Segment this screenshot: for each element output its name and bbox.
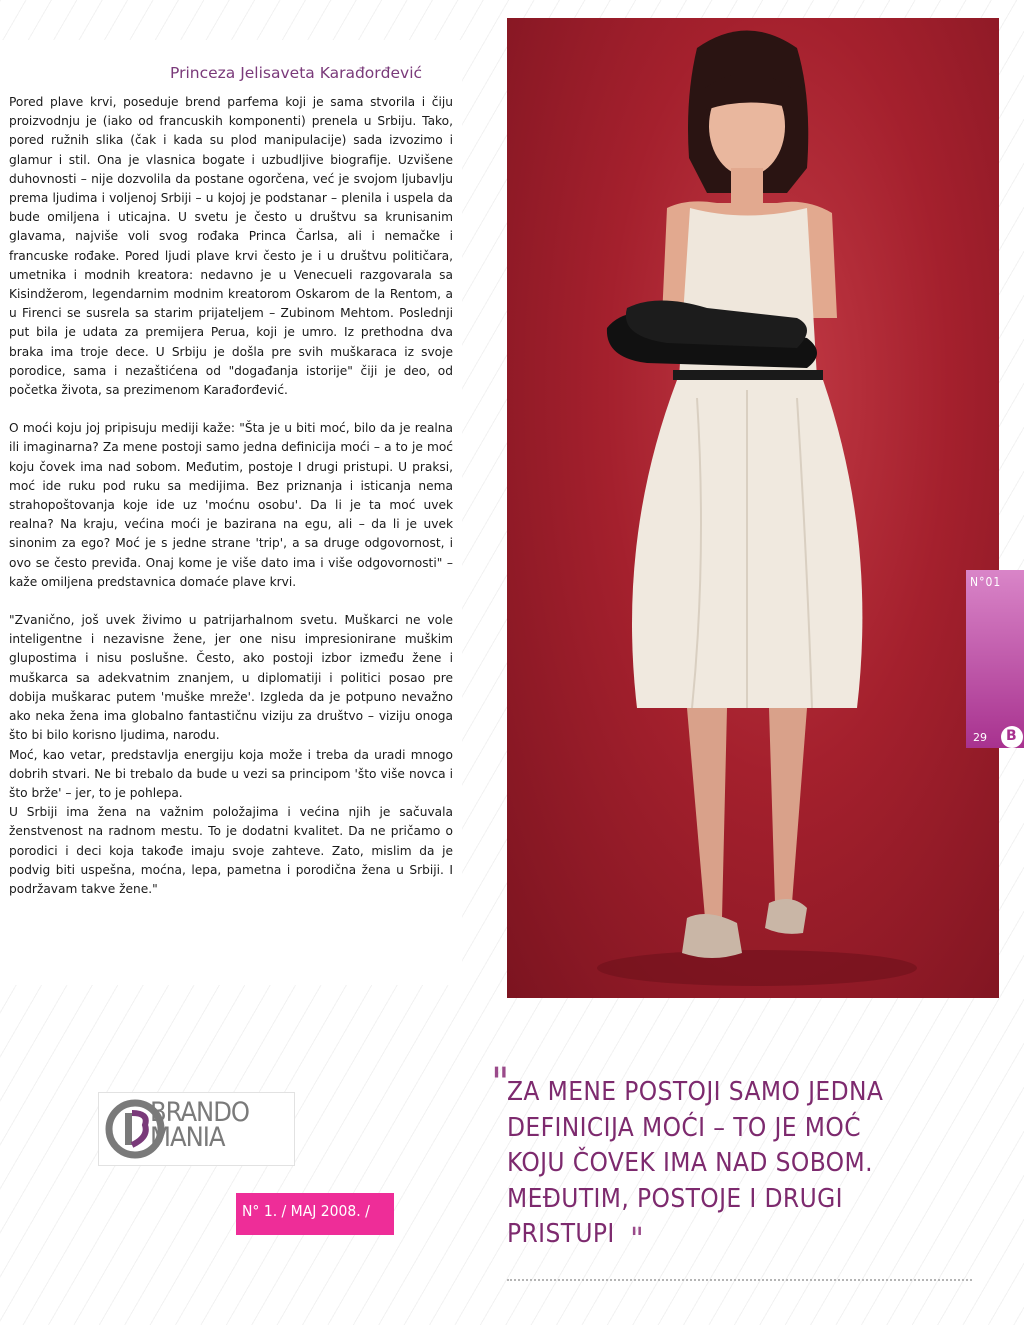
pull-quote-line: PRISTUPI [507,1219,615,1249]
portrait-photo [507,18,1002,998]
portrait-illustration [507,18,1002,998]
logo-line-2: MANIA [150,1122,225,1153]
pull-quote-line: MEĐUTIM, POSTOJE I DRUGI [507,1183,843,1214]
pull-quote-line: DEFINICIJA MOĆI – TO JE MOĆ [507,1112,861,1143]
neck [731,168,763,208]
page-number: 29 [973,731,987,744]
brandomania-logo-text [150,1097,290,1153]
issue-badge-text: N° 1. / MAJ 2008. / [242,1202,370,1220]
tab-issue-number: N°01 [970,575,1002,589]
floor-shadow [597,950,917,986]
pull-quote-line: KOJU ČOVEK IMA NAD SOBOM. [507,1148,873,1178]
pull-quote-close-mark: " [630,1222,644,1257]
brand-logo-letter: B [1006,728,1017,744]
article-paragraph: Moć, kao vetar, predstavlja energiju koja može i treba da uradi mnogo dobrih stvari. Ne bi trebalo da bude u vezi sa principom 'što više novca i što brže' – jer, to je pohlepa. [9,747,453,800]
article-column [0,40,462,985]
article-paragraph: O moći koju joj pripisuju mediji kaže: "Šta je u biti moć, bilo da je realna ili imaginarna? Za mene postoji samo jedna definicija moći – a to je moć koju čovek ima nad sobom. Međutim, postoje I drugi pristupi. U praksi, moć ide ruku pod ruku sa medijima. Bez priznanja i isticanja nema strahopoštovanja koje ide uz 'moćnu osobu'. Da li je ta moć uvek realna? Na kraju, većina moći je bazirana na egu, ali – da li je uvek sinonim za ego? Moć je s jedne strane 'trip', a sa druge odgovornost, i ovo se često previđa. Onaj kome je više dato ima i više odgovornosti" – kaže omiljena predstavnica domaće plave krvi. [9,421,453,589]
pull-quote-open-mark: " [491,1060,510,1106]
article-paragraph: Pored plave krvi, poseduje brend parfema koji je sama stvorila i čiju proizvodnju je (iako od francuskih komponenti) prenela u Srbiju. Tako, pored ružnih slika (čak i kada su plod manipulacije) sada izvozimo i glamur i stil. Ona je vlasnica bogate i uzbudljive biografije. Uzvišene duhovnosti – nije dozvolila da postane ogorčena, već je svojom ljubavlju prema ljudima i voljenoj Srbiji – u kojoj je podstanar – plenila i uspela da bude omiljena i uticajna. U svetu je često u društvu sa krunisanim glavama, najviše voli svog rođaka Princa Čarlsa, ali i nemačke i francuske rođake. Pored ljudi plave krvi često je i u društvu političara, umetnika i modnih kreatora: nedavno je u Venecueli razgovarala sa Kisindžerom, legendarnim modnim kreatorom Oskarom de la Rentom, a u Firenci se susrela sa starim prijateljem – Zubinom Mehtom. Poslednji put bila je udata za premijera Perua, koji je umro. Iz prethodna dva braka ima troje dece. U Srbiju je došla pre svih muškaraca iz svoje porodice, sama i nezaštićena od "događanja istorije" čiji je deo, od početka života, sa prezimenom Karađorđević. [9,95,453,398]
shoe-left [682,914,742,958]
logo-line-1: BRANDO [150,1097,250,1128]
shoe-right [765,899,807,934]
belt [673,370,823,380]
article-body [9,93,453,899]
dotted-divider [507,1279,972,1281]
article-title: Princeza Jelisaveta Karađorđević [170,64,423,82]
article-paragraph: U Srbiji ima žena na važnim položajima i većina njih je sačuvala ženstvenost na radnom mestu. To je dodatni kvalitet. Da ne pričamo o porodici i deci koja takođe imaju svoje zahteve. Zato, mislim da je podvig biti uspešna, moćna, lepa, pametna i porodična žena u Srbiji. I podržavam takve žene." [9,805,453,896]
pull-quote [507,1075,1007,1253]
page-edge-tab [966,570,1024,748]
pull-quote-line: ZA MENE POSTOJI SAMO JEDNA [507,1077,884,1107]
brand-logo-icon [1001,726,1023,748]
article-paragraph: "Zvanično, još uvek živimo u patrijarhalnom svetu. Muškarci ne vole inteligentne i nezavisne žene, jer one nisu impresionirane muškim glupostima i nisu poslušne. Često, ako postoji izbor između žene i muškarca sa adekvatnim znanjem, u diplomatiji i politici posao pre dobija muškarac putem 'muške mreže'. Izgleda da je potpuno nevažno ako neka žena ima globalno fantastičnu viziju za društvo – viziju onoga što bi bilo korisno ljudima, narodu. [9,613,453,743]
leg-left [687,708,727,918]
leg-right [769,708,807,903]
